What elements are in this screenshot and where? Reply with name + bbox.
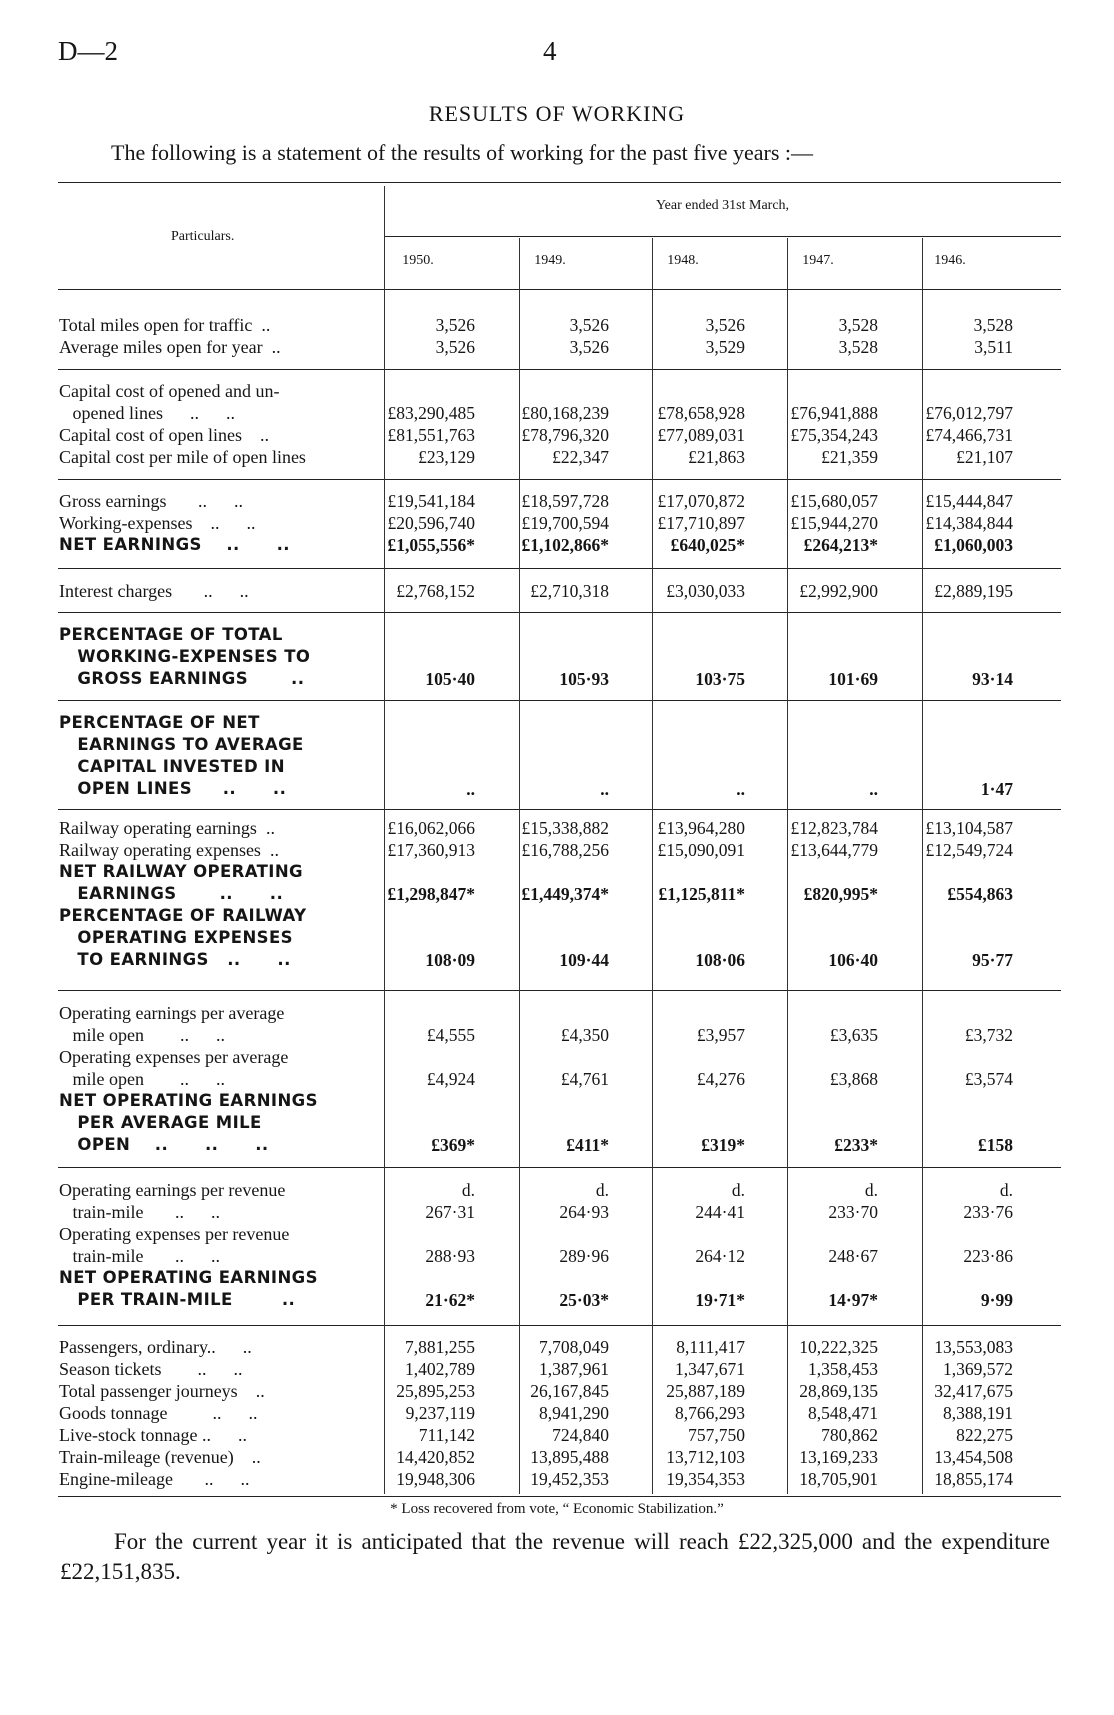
table-cell: £319* bbox=[701, 1135, 745, 1155]
intro-text: The following is a statement of the results of working for the past five years :— bbox=[111, 140, 813, 165]
table-cell: 10,222,325 bbox=[799, 1337, 878, 1357]
table-cell: 13,454,508 bbox=[934, 1447, 1013, 1467]
row-label: Interest charges .. .. bbox=[59, 581, 249, 601]
table-cell: 8,388,191 bbox=[943, 1403, 1013, 1423]
col-divider-3 bbox=[787, 238, 788, 1494]
table-cell: d. 233·76 bbox=[963, 1180, 1013, 1222]
table-cell: 288·93 bbox=[425, 1246, 475, 1266]
table-cell: d. 267·31 bbox=[425, 1180, 475, 1222]
table-cell: £76,012,797 bbox=[925, 403, 1013, 423]
table-cell: £12,823,784 bbox=[790, 818, 878, 838]
table-cell: 28,869,135 bbox=[799, 1381, 878, 1401]
row-label: Average miles open for year .. bbox=[59, 337, 281, 357]
table-cell: 13,712,103 bbox=[666, 1447, 745, 1467]
table-cell: £15,944,270 bbox=[790, 513, 878, 533]
table-cell: 25,895,253 bbox=[396, 1381, 475, 1401]
table-cell: 3,526 bbox=[569, 315, 609, 335]
table-cell: £3,635 bbox=[829, 1025, 878, 1045]
table-cell: £80,168,239 bbox=[521, 403, 609, 423]
row-label: Railway operating expenses .. bbox=[59, 840, 279, 860]
table-cell: 9·99 bbox=[980, 1290, 1013, 1310]
col-divider-0 bbox=[384, 186, 385, 1494]
table-cell: £640,025* bbox=[670, 535, 745, 555]
row-label: Operating earnings per average mile open .. .. bbox=[59, 1003, 285, 1045]
table-cell: 8,766,293 bbox=[675, 1403, 745, 1423]
row-label: PERCENTAGE OF RAILWAY OPERATING EXPENSES TO EARNINGS .. .. bbox=[59, 906, 307, 969]
row-label: Total miles open for traffic .. bbox=[59, 315, 271, 335]
table-cell: £81,551,763 bbox=[387, 425, 475, 445]
table-cell: 25,887,189 bbox=[666, 1381, 745, 1401]
table-cell: £820,995* bbox=[803, 884, 878, 904]
table-cell: 264·12 bbox=[695, 1246, 745, 1266]
table-cell: £13,104,587 bbox=[925, 818, 1013, 838]
table-cell: 1,358,453 bbox=[808, 1359, 878, 1379]
table-cell: 13,895,488 bbox=[530, 1447, 609, 1467]
table-cell: £77,089,031 bbox=[657, 425, 745, 445]
table-cell: 19,354,353 bbox=[666, 1469, 745, 1489]
table-cell: 289·96 bbox=[559, 1246, 609, 1266]
table-cell: £19,700,594 bbox=[521, 513, 609, 533]
rule-group-3 bbox=[58, 612, 1061, 613]
col-divider-1 bbox=[519, 238, 520, 1494]
table-cell: £233* bbox=[834, 1135, 878, 1155]
table-cell: 8,941,290 bbox=[539, 1403, 609, 1423]
row-label: NET OPERATING EARNINGS PER AVERAGE MILE OPEN .. .. .. bbox=[59, 1091, 318, 1154]
rule-group-8 bbox=[58, 1325, 1061, 1326]
table-cell: 8,548,471 bbox=[808, 1403, 878, 1423]
table-cell: £21,863 bbox=[688, 447, 745, 467]
row-label: Railway operating earnings .. bbox=[59, 818, 275, 838]
table-cell: 3,526 bbox=[705, 315, 745, 335]
row-label: PERCENTAGE OF NET EARNINGS TO AVERAGE CAPITAL INVESTED IN OPEN LINES .. .. bbox=[59, 713, 304, 798]
table-cell: £1,102,866* bbox=[521, 535, 609, 555]
table-cell: 3,526 bbox=[435, 315, 475, 335]
closing-paragraph: For the current year it is anticipated that the revenue will reach £22,325,000 and the expenditure £22,151,835. bbox=[60, 1529, 1050, 1584]
table-cell: 7,881,255 bbox=[405, 1337, 475, 1357]
table-cell: 3,529 bbox=[705, 337, 745, 357]
table-cell: £3,957 bbox=[696, 1025, 745, 1045]
rule-group-2 bbox=[58, 568, 1061, 569]
rule-under-year-header bbox=[384, 236, 1061, 237]
table-cell: £13,644,779 bbox=[790, 840, 878, 860]
table-cell: £15,090,091 bbox=[657, 840, 745, 860]
table-cell: £3,732 bbox=[964, 1025, 1013, 1045]
table-cell: 3,526 bbox=[435, 337, 475, 357]
table-cell: £74,466,731 bbox=[925, 425, 1013, 445]
table-cell: 724,840 bbox=[552, 1425, 609, 1445]
table-cell: £18,597,728 bbox=[521, 491, 609, 511]
rule-group-5 bbox=[58, 809, 1061, 810]
table-cell: 14·97* bbox=[828, 1290, 878, 1310]
row-label: Live-stock tonnage .. .. bbox=[59, 1425, 247, 1445]
table-cell: £83,290,485 bbox=[387, 403, 475, 423]
col-divider-4 bbox=[922, 238, 923, 1494]
table-cell: 19,452,353 bbox=[530, 1469, 609, 1489]
year-2: 1948. bbox=[667, 253, 699, 268]
year-0: 1950. bbox=[402, 253, 434, 268]
table-cell: £12,549,724 bbox=[925, 840, 1013, 860]
table-cell: 19·71* bbox=[695, 1290, 745, 1310]
table-cell: 93·14 bbox=[972, 669, 1013, 689]
table-cell: £21,107 bbox=[956, 447, 1013, 467]
table-cell: £78,796,320 bbox=[521, 425, 609, 445]
row-label: Capital cost of opened and un- opened lines .. .. bbox=[59, 381, 280, 423]
table-cell: £20,596,740 bbox=[387, 513, 475, 533]
table-cell: 3,526 bbox=[569, 337, 609, 357]
table-cell: £1,060,003 bbox=[934, 535, 1013, 555]
table-cell: 108·09 bbox=[425, 950, 475, 970]
table-cell: 25·03* bbox=[559, 1290, 609, 1310]
table-cell: £554,863 bbox=[947, 884, 1013, 904]
table-cell: £411* bbox=[566, 1135, 609, 1155]
table-cell: .. bbox=[600, 779, 609, 799]
table-cell: 18,855,174 bbox=[934, 1469, 1013, 1489]
table-cell: £78,658,928 bbox=[657, 403, 745, 423]
table-cell: £75,354,243 bbox=[790, 425, 878, 445]
table-cell: 109·44 bbox=[559, 950, 609, 970]
rule-group-7 bbox=[58, 1167, 1061, 1168]
rule-group-6 bbox=[58, 990, 1061, 991]
table-cell: 780,862 bbox=[821, 1425, 878, 1445]
table-cell: 757,750 bbox=[688, 1425, 745, 1445]
table-cell: £76,941,888 bbox=[790, 403, 878, 423]
row-label: Engine-mileage .. .. bbox=[59, 1469, 250, 1489]
year-header: Year ended 31st March, bbox=[655, 198, 790, 213]
table-cell: £22,347 bbox=[552, 447, 609, 467]
table-cell: £15,444,847 bbox=[925, 491, 1013, 511]
table-cell: 105·40 bbox=[425, 669, 475, 689]
table-cell: £3,868 bbox=[829, 1069, 878, 1089]
table-cell: 1,402,789 bbox=[405, 1359, 475, 1379]
table-cell: 14,420,852 bbox=[396, 1447, 475, 1467]
row-label: Capital cost per mile of open lines bbox=[59, 447, 306, 467]
table-cell: £15,680,057 bbox=[790, 491, 878, 511]
table-cell: 1,387,961 bbox=[539, 1359, 609, 1379]
table-cell: £23,129 bbox=[418, 447, 475, 467]
table-cell: 21·62* bbox=[425, 1290, 475, 1310]
row-label: Total passenger journeys .. bbox=[59, 1381, 265, 1401]
table-cell: £16,788,256 bbox=[521, 840, 609, 860]
table-cell: 19,948,306 bbox=[396, 1469, 475, 1489]
table-cell: £1,449,374* bbox=[521, 884, 609, 904]
table-cell: £17,070,872 bbox=[657, 491, 745, 511]
table-cell: 3,511 bbox=[974, 337, 1013, 357]
table-cell: £2,710,318 bbox=[530, 581, 609, 601]
table-cell: 3,528 bbox=[838, 315, 878, 335]
table-cell: 8,111,417 bbox=[676, 1337, 745, 1357]
table-cell: 248·67 bbox=[828, 1246, 878, 1266]
table-cell: £19,541,184 bbox=[387, 491, 475, 511]
rule-header-bottom bbox=[58, 289, 1061, 290]
table-cell: £17,710,897 bbox=[657, 513, 745, 533]
table-cell: 711,142 bbox=[418, 1425, 475, 1445]
table-cell: 106·40 bbox=[828, 950, 878, 970]
page-title: RESULTS OF WORKING bbox=[428, 101, 686, 126]
year-4: 1946. bbox=[934, 253, 966, 268]
row-label: NET RAILWAY OPERATING EARNINGS .. .. bbox=[59, 862, 304, 903]
table-cell: £14,384,844 bbox=[925, 513, 1013, 533]
table-cell: £2,992,900 bbox=[799, 581, 878, 601]
table-cell: £17,360,913 bbox=[387, 840, 475, 860]
table-cell: d. 264·93 bbox=[559, 1180, 609, 1222]
table-cell: £369* bbox=[431, 1135, 475, 1155]
table-cell: 3,528 bbox=[973, 315, 1013, 335]
rule-group-4 bbox=[58, 700, 1061, 701]
table-cell: 13,553,083 bbox=[934, 1337, 1013, 1357]
table-cell: £1,125,811* bbox=[658, 884, 745, 904]
rule-group-0 bbox=[58, 369, 1061, 370]
table-cell: 95·77 bbox=[972, 950, 1013, 970]
table-cell: £4,350 bbox=[560, 1025, 609, 1045]
table-cell: £4,761 bbox=[560, 1069, 609, 1089]
table-cell: .. bbox=[736, 779, 745, 799]
table-cell: £2,889,195 bbox=[934, 581, 1013, 601]
table-cell: £158 bbox=[978, 1135, 1013, 1155]
row-label: PERCENTAGE OF TOTAL WORKING-EXPENSES TO GROSS EARNINGS .. bbox=[59, 625, 311, 688]
table-cell: £1,298,847* bbox=[387, 884, 475, 904]
table-cell: 13,169,233 bbox=[799, 1447, 878, 1467]
table-cell: 103·75 bbox=[695, 669, 745, 689]
page-number: 4 bbox=[543, 36, 557, 66]
table-cell: 1·47 bbox=[980, 779, 1013, 799]
table-cell: 9,237,119 bbox=[405, 1403, 475, 1423]
row-label: Train-mileage (revenue) .. bbox=[59, 1447, 261, 1467]
table-cell: £1,055,556* bbox=[387, 535, 475, 555]
page-ref: D—2 bbox=[58, 36, 118, 66]
year-3: 1947. bbox=[802, 253, 834, 268]
footnote: * Loss recovered from vote, “ Economic Stabilization.” bbox=[390, 1501, 724, 1517]
table-cell: d. 244·41 bbox=[695, 1180, 745, 1222]
table-cell: £21,359 bbox=[821, 447, 878, 467]
rule-group-1 bbox=[58, 479, 1061, 480]
row-label: Operating earnings per revenue train-mile .. .. bbox=[59, 1180, 286, 1222]
table-cell: £4,555 bbox=[426, 1025, 475, 1045]
table-cell: £3,574 bbox=[964, 1069, 1013, 1089]
table-cell: 7,708,049 bbox=[539, 1337, 609, 1357]
table-cell: £3,030,033 bbox=[666, 581, 745, 601]
table-cell: £16,062,066 bbox=[387, 818, 475, 838]
table-cell: d. 233·70 bbox=[828, 1180, 878, 1222]
col-divider-2 bbox=[652, 238, 653, 1494]
table-cell: £13,964,280 bbox=[657, 818, 745, 838]
row-label: Gross earnings .. .. bbox=[59, 491, 243, 511]
row-label: Operating expenses per average mile open .. .. bbox=[59, 1047, 289, 1089]
row-label: Operating expenses per revenue train-mile .. .. bbox=[59, 1224, 290, 1266]
table-cell: 32,417,675 bbox=[934, 1381, 1013, 1401]
table-cell: .. bbox=[869, 779, 878, 799]
rule-top bbox=[58, 182, 1061, 183]
table-cell: 108·06 bbox=[695, 950, 745, 970]
table-cell: 1,369,572 bbox=[943, 1359, 1013, 1379]
table-cell: 822,275 bbox=[956, 1425, 1013, 1445]
row-label: Working-expenses .. .. bbox=[59, 513, 256, 533]
table-cell: £4,276 bbox=[696, 1069, 745, 1089]
table-cell: 101·69 bbox=[828, 669, 878, 689]
table-cell: 26,167,845 bbox=[530, 1381, 609, 1401]
row-label: Passengers, ordinary.. .. bbox=[59, 1337, 252, 1357]
year-1: 1949. bbox=[534, 253, 566, 268]
table-cell: 105·93 bbox=[559, 669, 609, 689]
table-cell: 1,347,671 bbox=[675, 1359, 745, 1379]
table-cell: £4,924 bbox=[426, 1069, 475, 1089]
table-cell: 223·86 bbox=[963, 1246, 1013, 1266]
row-label: NET EARNINGS .. .. bbox=[59, 535, 290, 554]
row-label: Goods tonnage .. .. bbox=[59, 1403, 258, 1423]
table-cell: £264,213* bbox=[803, 535, 878, 555]
particulars-header: Particulars. bbox=[171, 229, 235, 244]
table-cell: 3,528 bbox=[838, 337, 878, 357]
table-cell: £2,768,152 bbox=[396, 581, 475, 601]
table-cell: £15,338,882 bbox=[521, 818, 609, 838]
table-cell: 18,705,901 bbox=[799, 1469, 878, 1489]
row-label: NET OPERATING EARNINGS PER TRAIN-MILE .. bbox=[59, 1268, 318, 1309]
rule-group-9 bbox=[58, 1496, 1061, 1497]
table-cell: .. bbox=[466, 779, 475, 799]
row-label: Season tickets .. .. bbox=[59, 1359, 243, 1379]
row-label: Capital cost of open lines .. bbox=[59, 425, 269, 445]
